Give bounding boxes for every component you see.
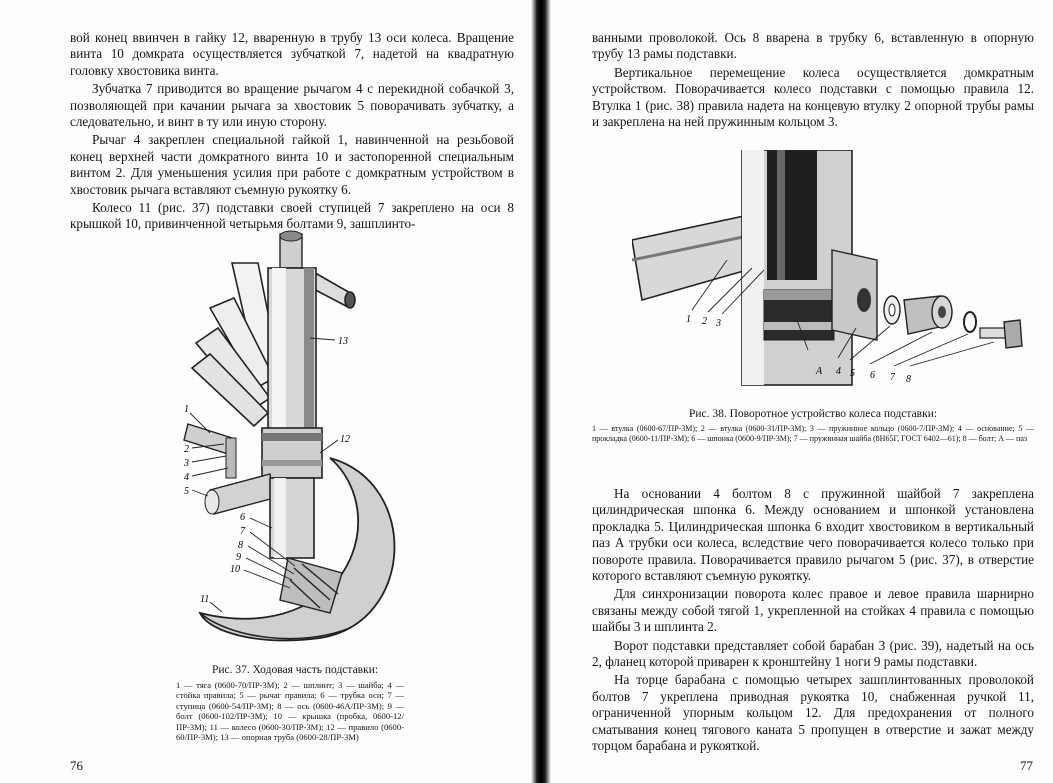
paragraph: Ворот подставки представляет собой барабан 3 (рис. 39), надетый на ось 2, фланец которой приварен к кронштейну 1 ноги 9 рамы подставки. bbox=[592, 637, 1034, 670]
book-spine bbox=[531, 0, 551, 783]
paragraph: На основании 4 болтом 8 с пружинной шайбой 7 закреплена цилиндрическая шпонка 6. Между основанием и шпонкой установлена прокладка 5. Цилиндрическая шпонка 6 входит хвостовиком в вертикальный паз А трубки оси колеса, вследствие чего поворачивается колесо только при повороте правила. Поворачивается правило рычагом 5 (рис. 37), в отверстие которого вставляют съемную рукоятку. bbox=[592, 486, 1034, 584]
figure-label: 1 bbox=[686, 314, 691, 325]
paragraph: На торце барабана с помощью четырех зашплинтованных проволокой болтов 7 укреплена приводная рукоятка 10, снабженная ручкой 11, ограниченной упорным кольцом 12. Для предохранения от полного сматывания конец тягового каната 5 пропущен в отверстие и зажат между торцом барабана и рукояткой. bbox=[592, 672, 1034, 754]
right-top-text bbox=[592, 30, 1034, 130]
figure-37-wheel-assembly bbox=[170, 228, 420, 658]
figure-label: 3 bbox=[184, 458, 189, 469]
paragraph: Зубчатка 7 приводится во вращение рычагом 4 с перекидной собачкой 3, позволяющей при качании рычага за хвостовик 5 поворачивать зубчатку, а следовательно, и винт в ту или иную сторону. bbox=[70, 81, 514, 130]
paragraph: вой конец ввинчен в гайку 12, вваренную в трубу 13 оси колеса. Вращение винта 10 домкрата осуществляется зубчаткой 7, надетой на квадратную головку хвостовика винта. bbox=[70, 30, 514, 78]
figure-label: 6 bbox=[870, 370, 875, 381]
figure-label: 12 bbox=[340, 434, 350, 445]
figure-label: 4 bbox=[836, 366, 841, 377]
figure-38-caption-title: Рис. 38. Поворотное устройство колеса подставки: bbox=[688, 408, 938, 420]
figure-label: А bbox=[816, 366, 823, 377]
paragraph: Вертикальное перемещение колеса осуществляется домкратным устройством. Поворачивается колесо подставки с помощью правила 12. Втулка 1 (рис. 38) правила надета на концевую втулку 2 опорной трубы рамы и закреплена на ней пружинным кольцом 3. bbox=[592, 64, 1034, 130]
right-page bbox=[552, 0, 1053, 783]
figure-38-caption-legend: 1 — втулка (0600-67/ПР-3М); 2 — втулка (0600-31/ПР-3М); 3 — пружинное кольцо (0600-7/ПР-3М); 4 — основание; 5 — прокладка (0600-11/ПР-3М); 6 — шпонка (0600-9/ПР-3М); 7 — пружинная шайба (8Н65Г, ГОСТ 6402—61); 8 — болт; А — паз bbox=[592, 424, 1034, 443]
swivel-device-drawing bbox=[632, 150, 1032, 390]
figure-label: 8 bbox=[906, 374, 911, 385]
figure-label: 13 bbox=[338, 336, 348, 347]
figure-label: 5 bbox=[850, 368, 855, 379]
figure-label: 1 bbox=[184, 404, 189, 415]
paragraph: Для синхронизации поворота колес правое и левое правила шарнирно связаны между собой тягой 1, укрепленной на стойках 4 правила с помощью шайбы 3 и шплинта 2. bbox=[592, 586, 1034, 635]
right-bottom-text bbox=[592, 486, 1034, 755]
page-number: 77 bbox=[1020, 758, 1033, 773]
figure-label: 5 bbox=[184, 486, 189, 497]
figure-label: 7 bbox=[240, 526, 245, 537]
paragraph: Колесо 11 (рис. 37) подставки своей ступицей 7 закреплено на оси 8 крышкой 10, привинченной четырьмя болтами 9, зашплинто- bbox=[70, 200, 514, 232]
figure-label: 10 bbox=[230, 564, 240, 575]
figure-label: 8 bbox=[238, 540, 243, 551]
page-number: 76 bbox=[70, 758, 83, 773]
figure-37-caption-legend: 1 — тяга (0600-70/ПР-3М); 2 — шплинт; 3 — шайба; 4 — стойка правила; 5 — рычаг правила; 6 — трубка оси; 7 — ступица (0600-54/ПР-3М); 8 — ось (0600-46А/ПР-3М); 9 — болт (0600-102/ПР-3М); 10 — крышка (пробка, 0600-12/ПР-3М); 11 — колесо (0600-30/ПР-3М); 12 — правило (0600-60/ПР-3М); 13 — опорная труба (0600-28/ПР-3М) bbox=[176, 680, 404, 743]
figure-label: 2 bbox=[702, 316, 707, 327]
figure-label: 2 bbox=[184, 444, 189, 455]
left-top-text bbox=[70, 30, 514, 233]
figure-38-swivel-device bbox=[632, 150, 1032, 390]
figure-label: 7 bbox=[890, 372, 895, 383]
figure-label: 9 bbox=[236, 552, 241, 563]
figure-37-caption-title: Рис. 37. Ходовая часть подставки: bbox=[211, 664, 379, 676]
figure-label: 6 bbox=[240, 512, 245, 523]
figure-label: 4 bbox=[184, 472, 189, 483]
figure-label: 3 bbox=[716, 318, 721, 329]
wheel-assembly-drawing bbox=[170, 228, 420, 658]
figure-label: 11 bbox=[200, 594, 210, 605]
paragraph: Рычаг 4 закреплен специальной гайкой 1, навинченной на резьбовой конец верхней части домкратного винта 10 и застопоренной специальным винтом 2. Для уменьшения усилия при работе с домкратным устройством в хвостовик рычага вставляют съемную рукоятку 6. bbox=[70, 132, 514, 197]
paragraph: ванными проволокой. Ось 8 вварена в трубку 6, вставленную в опорную трубу 13 рамы подставки. bbox=[592, 30, 1034, 62]
